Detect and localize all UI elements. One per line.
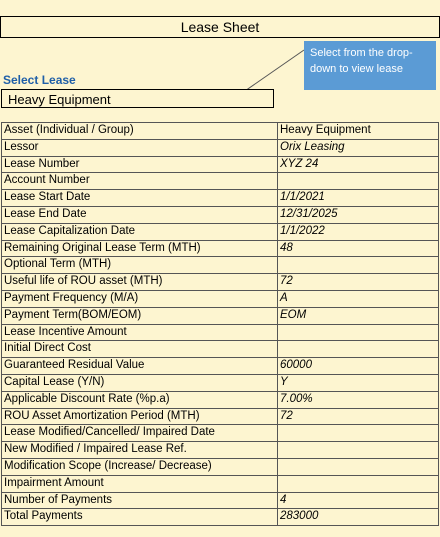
field-label: Payment Frequency (M/A) xyxy=(2,290,278,307)
sheet-title: Lease Sheet xyxy=(0,16,440,38)
table-row xyxy=(2,156,439,173)
field-label: Initial Direct Cost xyxy=(2,341,278,358)
field-label: Total Payments xyxy=(2,509,278,526)
field-label: Asset (Individual / Group) xyxy=(2,123,278,140)
table-row xyxy=(2,509,439,526)
field-value[interactable]: 48 xyxy=(278,240,439,257)
field-label: Lease End Date xyxy=(2,206,278,223)
field-value[interactable] xyxy=(278,324,439,341)
table-row xyxy=(2,173,439,190)
table-row xyxy=(2,307,439,324)
field-label: Useful life of ROU asset (MTH) xyxy=(2,274,278,291)
table-row xyxy=(2,341,439,358)
field-value[interactable]: 7.00% xyxy=(278,391,439,408)
table-row xyxy=(2,206,439,223)
field-value[interactable]: EOM xyxy=(278,307,439,324)
table-row xyxy=(2,425,439,442)
table-row xyxy=(2,190,439,207)
table-row xyxy=(2,475,439,492)
field-label: ROU Asset Amortization Period (MTH) xyxy=(2,408,278,425)
field-label: Lease Modified/Cancelled/ Impaired Date xyxy=(2,425,278,442)
field-value[interactable]: Y xyxy=(278,374,439,391)
field-label: Modification Scope (Increase/ Decrease) xyxy=(2,458,278,475)
table-row xyxy=(2,492,439,509)
table-row xyxy=(2,257,439,274)
field-value[interactable]: 12/31/2025 xyxy=(278,206,439,223)
field-label: New Modified / Impaired Lease Ref. xyxy=(2,442,278,459)
table-row xyxy=(2,290,439,307)
table-row xyxy=(2,442,439,459)
field-label: Applicable Discount Rate (%p.a) xyxy=(2,391,278,408)
field-value[interactable] xyxy=(278,475,439,492)
field-label: Number of Payments xyxy=(2,492,278,509)
field-label: Remaining Original Lease Term (MTH) xyxy=(2,240,278,257)
callout-note: Select from the drop-down to view lease xyxy=(304,41,436,90)
field-value[interactable] xyxy=(278,341,439,358)
table-row xyxy=(2,358,439,375)
field-label: Payment Term(BOM/EOM) xyxy=(2,307,278,324)
field-label: Lease Capitalization Date xyxy=(2,223,278,240)
field-label: Optional Term (MTH) xyxy=(2,257,278,274)
field-label: Lease Start Date xyxy=(2,190,278,207)
table-row xyxy=(2,324,439,341)
select-lease-label: Select Lease xyxy=(3,73,76,87)
table-row xyxy=(2,374,439,391)
field-value[interactable]: XYZ 24 xyxy=(278,156,439,173)
lease-details-table xyxy=(1,122,439,526)
field-label: Lease Number xyxy=(2,156,278,173)
field-label: Account Number xyxy=(2,173,278,190)
field-label: Capital Lease (Y/N) xyxy=(2,374,278,391)
field-value[interactable]: Heavy Equipment xyxy=(278,123,439,140)
field-value[interactable] xyxy=(278,425,439,442)
field-label: Lease Incentive Amount xyxy=(2,324,278,341)
table-row xyxy=(2,139,439,156)
field-value[interactable] xyxy=(278,458,439,475)
table-row xyxy=(2,458,439,475)
field-value[interactable] xyxy=(278,442,439,459)
field-value[interactable]: 72 xyxy=(278,274,439,291)
field-value[interactable]: 72 xyxy=(278,408,439,425)
table-row xyxy=(2,274,439,291)
field-label: Lessor xyxy=(2,139,278,156)
field-label: Guaranteed Residual Value xyxy=(2,358,278,375)
field-value[interactable]: 283000 xyxy=(278,509,439,526)
table-row xyxy=(2,123,439,140)
field-value[interactable]: 1/1/2022 xyxy=(278,223,439,240)
field-value[interactable]: A xyxy=(278,290,439,307)
field-value[interactable]: 1/1/2021 xyxy=(278,190,439,207)
table-row xyxy=(2,408,439,425)
table-row xyxy=(2,240,439,257)
field-value[interactable] xyxy=(278,257,439,274)
table-row xyxy=(2,391,439,408)
field-value[interactable] xyxy=(278,173,439,190)
field-label: Impairment Amount xyxy=(2,475,278,492)
field-value[interactable]: Orix Leasing xyxy=(278,139,439,156)
table-row xyxy=(2,223,439,240)
lease-dropdown[interactable]: Heavy Equipment xyxy=(1,89,274,108)
field-value[interactable]: 4 xyxy=(278,492,439,509)
field-value[interactable]: 60000 xyxy=(278,358,439,375)
